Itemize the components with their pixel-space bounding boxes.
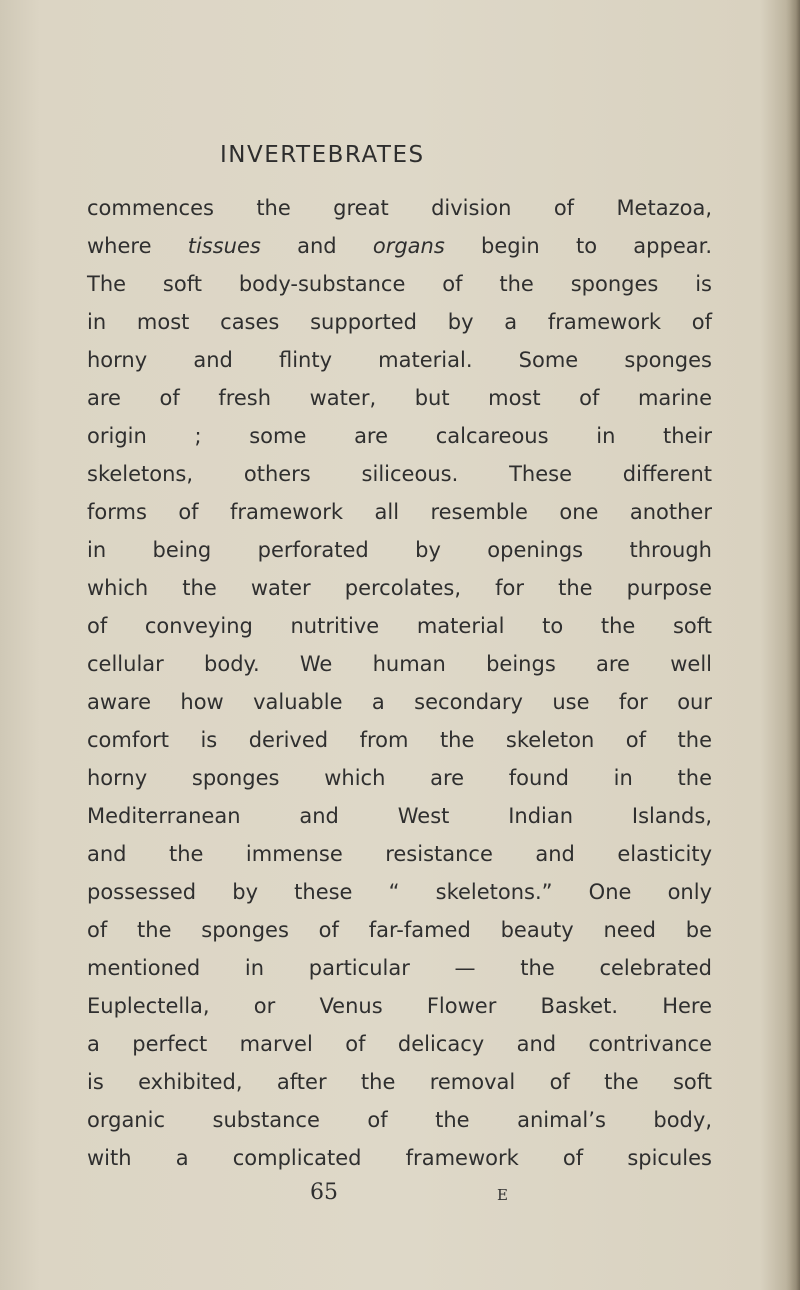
- text-line: mentioned in particular — the celebrated: [87, 956, 712, 980]
- text-line: which the water percolates, for the purpose: [87, 576, 712, 600]
- text-line-segment: where tissues and organs begin to appear.: [87, 234, 712, 258]
- text-line: comfort is derived from the skeleton of the: [87, 728, 712, 752]
- text-line: The soft body-substance of the sponges is: [87, 272, 712, 296]
- text-line: in being perforated by openings through: [87, 538, 712, 562]
- text-line: commences the great division of Metazoa,: [87, 196, 712, 220]
- text-line: forms of framework all resemble one another: [87, 500, 712, 524]
- text-line: Mediterranean and West Indian Islands,: [87, 804, 712, 828]
- running-head: INVERTEBRATES: [220, 142, 425, 168]
- text-line: horny sponges which are found in the: [87, 766, 712, 790]
- page-number: 65: [310, 1180, 338, 1205]
- text-line: and the immense resistance and elasticity: [87, 842, 712, 866]
- text-line: a perfect marvel of delicacy and contrivance: [87, 1032, 712, 1056]
- text-line: in most cases supported by a framework of: [87, 310, 712, 334]
- text-line: are of fresh water, but most of marine: [87, 386, 712, 410]
- text-line: Euplectella, or Venus Flower Basket. Here: [87, 994, 712, 1018]
- italic-term: organs: [372, 234, 445, 258]
- text-line: aware how valuable a secondary use for our: [87, 690, 712, 714]
- text-line: is exhibited, after the removal of the soft: [87, 1070, 712, 1094]
- text-line: origin ; some are calcareous in their: [87, 424, 712, 448]
- text-line: of conveying nutritive material to the soft: [87, 614, 712, 638]
- text-line: cellular body. We human beings are well: [87, 652, 712, 676]
- text-line: skeletons, others siliceous. These different: [87, 462, 712, 486]
- page-edge-shadow: [786, 0, 800, 1290]
- text-line: [87, 231, 712, 261]
- signature-mark: E: [497, 1186, 508, 1204]
- text-line: horny and flinty material. Some sponges: [87, 348, 712, 372]
- text-line: with a complicated framework of spicules: [87, 1146, 712, 1170]
- text-line: organic substance of the animal’s body,: [87, 1108, 712, 1132]
- text-line: of the sponges of far-famed beauty need be: [87, 918, 712, 942]
- text-line: possessed by these “ skeletons.” One only: [87, 880, 712, 904]
- italic-term: tissues: [187, 234, 261, 258]
